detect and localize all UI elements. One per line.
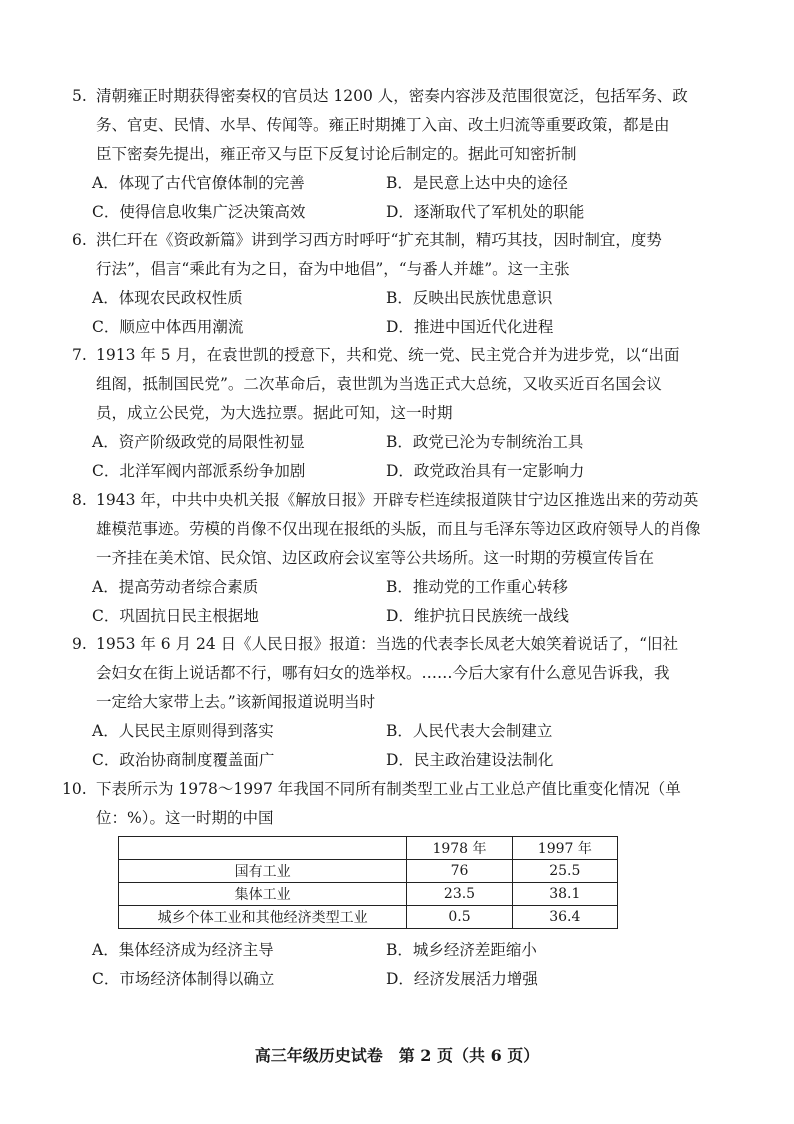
options-row xyxy=(72,746,692,775)
option-d: D．逐渐取代了军机处的职能 xyxy=(386,203,585,221)
options-row xyxy=(72,602,692,631)
options-row xyxy=(72,169,692,198)
industry-share-table xyxy=(118,836,618,929)
option-c: C．政治协商制度覆盖面广 xyxy=(92,751,275,769)
question-text: 下表所示为 1978～1997 年我国不同所有制类型工业占工业总产值比重变化情况（单 xyxy=(96,780,681,798)
option-a: A．体现农民政权性质 xyxy=(92,289,243,307)
options-row xyxy=(72,198,692,227)
option-b: B．城乡经济差距缩小 xyxy=(386,941,537,959)
options-row xyxy=(72,717,692,746)
table-cell: 25.5 xyxy=(512,860,617,883)
table-cell: 国有工业 xyxy=(119,860,407,883)
option-d: D．政党政治具有一定影响力 xyxy=(386,462,585,480)
question-text: 1913 年 5 月，在袁世凯的授意下，共和党、统一党、民主党合并为进步党，以“出面 xyxy=(96,346,680,364)
option-a: A．体现了古代官僚体制的完善 xyxy=(92,174,305,192)
question-text: 一齐挂在美术馆、民众馆、边区政府会议室等公共场所。这一时期的劳模宣传旨在 xyxy=(96,549,655,567)
question-5 xyxy=(72,82,692,227)
option-a: A．资产阶级政党的局限性初显 xyxy=(92,433,305,451)
question-text: 位：%）。这一时期的中国 xyxy=(96,809,274,827)
table-cell: 0.5 xyxy=(407,906,512,929)
options-row xyxy=(72,313,692,342)
option-d: D．维护抗日民族统一战线 xyxy=(386,607,569,625)
table-cell: 23.5 xyxy=(407,883,512,906)
options-row xyxy=(72,936,692,965)
option-b: B．人民代表大会制建立 xyxy=(386,722,553,740)
question-9 xyxy=(72,630,692,775)
question-text: 雄模范事迹。劳模的肖像不仅出现在报纸的头版，而且与毛泽东等边区政府领导人的肖像 xyxy=(96,520,701,538)
table-cell: 76 xyxy=(407,860,512,883)
question-number: 10. xyxy=(62,780,87,798)
table-cell: 集体工业 xyxy=(119,883,407,906)
question-8 xyxy=(72,486,701,631)
option-b: B．反映出民族忧患意识 xyxy=(386,289,553,307)
table-header-row xyxy=(119,837,618,860)
options-row xyxy=(72,428,692,457)
table-row xyxy=(119,860,618,883)
question-number: 7. xyxy=(72,346,87,364)
question-text: 洪仁玕在《资政新篇》讲到学习西方时呼吁“扩充其制，精巧其技，因时制宜，度势 xyxy=(96,231,662,249)
table-header-cell: 1978 年 xyxy=(407,837,512,860)
table-row xyxy=(119,906,618,929)
option-b: B．推动党的工作重心转移 xyxy=(386,578,568,596)
option-a: A．集体经济成为经济主导 xyxy=(92,941,274,959)
question-number: 5. xyxy=(72,87,87,105)
page-footer: 高三年级历史试卷 第 2 页（共 6 页） xyxy=(254,1046,540,1065)
table-header-cell: 1997 年 xyxy=(512,837,617,860)
table-cell: 36.4 xyxy=(512,906,617,929)
option-d: D．民主政治建设法制化 xyxy=(386,751,554,769)
option-c: C．巩固抗日民主根据地 xyxy=(92,607,259,625)
question-number: 9. xyxy=(72,635,87,653)
question-text: 务、官吏、民情、水旱、传闻等。雍正时期摊丁入亩、改土归流等重要政策，都是由 xyxy=(96,116,670,134)
option-c: C．北洋军阀内部派系纷争加剧 xyxy=(92,462,306,480)
question-10 xyxy=(62,775,682,833)
table-cell: 城乡个体工业和其他经济类型工业 xyxy=(119,906,407,929)
question-6 xyxy=(72,226,692,342)
question-text: 1943 年，中共中央机关报《解放日报》开辟专栏连续报道陕甘宁边区推选出来的劳动英 xyxy=(96,491,699,509)
option-b: B．是民意上达中央的途径 xyxy=(386,174,568,192)
option-b: B．政党已沦为专制统治工具 xyxy=(386,433,584,451)
table-cell: 38.1 xyxy=(512,883,617,906)
option-d: D．推进中国近代化进程 xyxy=(386,318,554,336)
option-a: A．提高劳动者综合素质 xyxy=(92,578,259,596)
option-c: C．顺应中体西用潮流 xyxy=(92,318,244,336)
table-row xyxy=(119,883,618,906)
option-a: A．人民民主原则得到落实 xyxy=(92,722,274,740)
option-c: C．使得信息收集广泛决策高效 xyxy=(92,203,306,221)
question-number: 8. xyxy=(72,491,87,509)
question-text: 会妇女在街上说话都不行，哪有妇女的选举权。……今后大家有什么意见告诉我，我 xyxy=(96,664,670,682)
table-header-cell xyxy=(119,837,407,860)
option-d: D．经济发展活力增强 xyxy=(386,970,538,988)
question-7 xyxy=(72,341,692,486)
options-row xyxy=(72,457,692,486)
question-text: 清朝雍正时期获得密奏权的官员达 1200 人，密奏内容涉及范围很宽泛，包括军务、政 xyxy=(96,87,688,105)
question-text: 员，成立公民党，为大选拉票。据此可知，这一时期 xyxy=(96,404,453,422)
question-text: 1953 年 6 月 24 日《人民日报》报道：当选的代表李长凤老大娘笑着说话了，“旧社 xyxy=(96,635,679,653)
options-row xyxy=(72,573,692,602)
options-row xyxy=(72,284,692,313)
question-text: 臣下密奏先提出，雍正帝又与臣下反复讨论后制定的。据此可知密折制 xyxy=(96,145,577,163)
question-text: 行法”，倡言“乘此有为之日，奋为中地倡”，“与番人并雄”。这一主张 xyxy=(96,260,570,278)
options-row xyxy=(72,965,692,994)
question-10-options xyxy=(72,936,692,994)
option-c: C．市场经济体制得以确立 xyxy=(92,970,275,988)
question-text: 一定给大家带上去。”该新闻报道说明当时 xyxy=(96,693,376,711)
question-text: 组阁，抵制国民党”。二次革命后，袁世凯为当选正式大总统，又收买近百名国会议 xyxy=(96,375,662,393)
question-number: 6. xyxy=(72,231,87,249)
